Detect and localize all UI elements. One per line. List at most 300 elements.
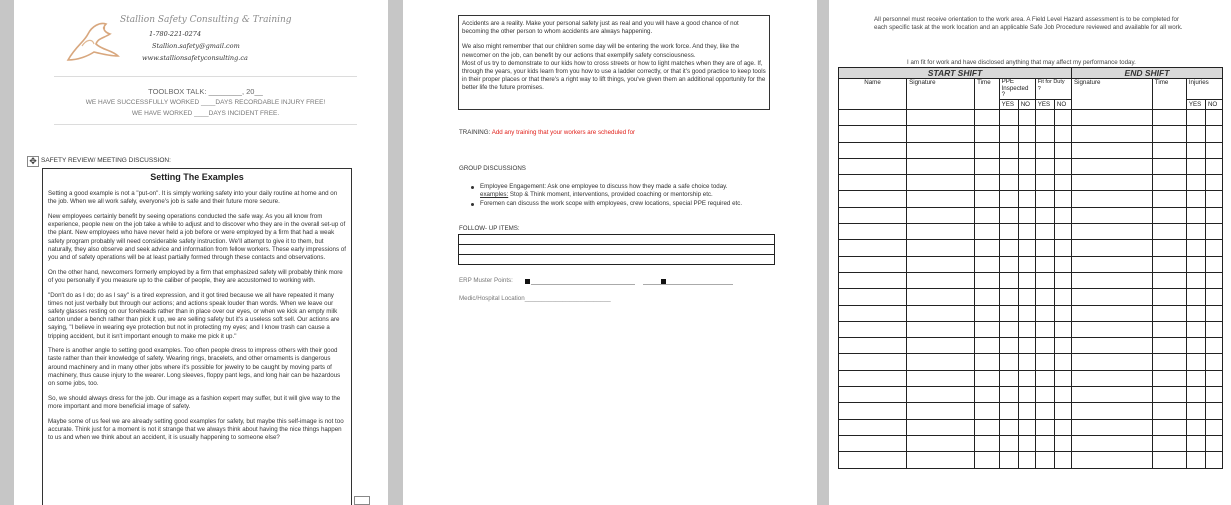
- table-row: [839, 321, 1223, 337]
- table-cell[interactable]: [1071, 224, 1152, 240]
- table-cell[interactable]: [907, 207, 975, 223]
- table-cell[interactable]: [1071, 175, 1152, 191]
- table-cell[interactable]: [1054, 142, 1071, 158]
- table-cell[interactable]: [1152, 321, 1186, 337]
- table-cell[interactable]: [1186, 142, 1205, 158]
- table-cell[interactable]: [1054, 387, 1071, 403]
- table-row: [839, 142, 1223, 158]
- table-cell[interactable]: [1186, 191, 1205, 207]
- table-cell[interactable]: [1054, 338, 1071, 354]
- table-cell[interactable]: [975, 289, 999, 305]
- box-paragraph-2: We also might remember that our children some day will be entering the work force. And they, like the newcomer on the job, can benefit by our actions that exemplify safety consciousness.: [462, 43, 740, 59]
- stallion-logo-icon: [58, 16, 124, 68]
- table-cell[interactable]: [839, 321, 907, 337]
- table-cell[interactable]: [999, 175, 1018, 191]
- table-cell[interactable]: [1054, 452, 1071, 468]
- table-cell[interactable]: [1152, 419, 1186, 435]
- table-cell[interactable]: [1205, 240, 1222, 256]
- table-cell[interactable]: [907, 158, 975, 174]
- table-cell[interactable]: [999, 435, 1018, 451]
- table-cell[interactable]: [1186, 224, 1205, 240]
- training-hint[interactable]: Add any training that your workers are scheduled for: [491, 129, 636, 136]
- table-cell[interactable]: [1018, 435, 1035, 451]
- table-cell[interactable]: [1035, 452, 1054, 468]
- table-cell[interactable]: [1152, 435, 1186, 451]
- table-cell[interactable]: [1205, 126, 1222, 142]
- table-cell[interactable]: [1018, 256, 1035, 272]
- table-cell[interactable]: [999, 126, 1018, 142]
- training-row: [459, 129, 635, 137]
- table-cell[interactable]: [975, 191, 999, 207]
- table-cell[interactable]: [1035, 158, 1054, 174]
- injuries-yes: YES: [1186, 99, 1205, 110]
- training-label: TRAINING:: [459, 129, 491, 136]
- company-phone: 1-780-221-0274: [149, 30, 202, 38]
- table-cell[interactable]: [975, 240, 999, 256]
- table-cell[interactable]: [1018, 158, 1035, 174]
- table-cell[interactable]: [1186, 452, 1205, 468]
- table-cell[interactable]: [1152, 403, 1186, 419]
- table-cell[interactable]: [975, 370, 999, 386]
- table-cell[interactable]: [1071, 403, 1152, 419]
- table-cell[interactable]: [999, 452, 1018, 468]
- table-cell[interactable]: [1152, 305, 1186, 321]
- table-cell[interactable]: [1035, 354, 1054, 370]
- table-cell[interactable]: [907, 354, 975, 370]
- shift-header-row: [839, 68, 1223, 79]
- table-cell[interactable]: [907, 191, 975, 207]
- table-cell[interactable]: [999, 305, 1018, 321]
- table-cell[interactable]: [1152, 142, 1186, 158]
- continuation-box: [458, 15, 770, 110]
- fit-yes: YES: [1035, 99, 1054, 110]
- table-cell[interactable]: [999, 419, 1018, 435]
- table-resize-handle[interactable]: [354, 496, 370, 505]
- table-cell[interactable]: [1205, 305, 1222, 321]
- table-cell[interactable]: [1186, 126, 1205, 142]
- table-cell[interactable]: [1152, 272, 1186, 288]
- table-cell[interactable]: [1018, 191, 1035, 207]
- col-ppe-inspected: PPE Inspected ?: [999, 79, 1035, 100]
- bullet-icon: [471, 186, 474, 189]
- table-cell[interactable]: [999, 403, 1018, 419]
- group-discussions-label: GROUP DISCUSSIONS: [459, 165, 526, 172]
- table-cell[interactable]: [907, 272, 975, 288]
- table-cell[interactable]: [1152, 256, 1186, 272]
- table-cell[interactable]: [1054, 289, 1071, 305]
- table-cell[interactable]: [1035, 207, 1054, 223]
- table-cell[interactable]: [907, 110, 975, 126]
- table-cell[interactable]: [975, 272, 999, 288]
- table-cell[interactable]: [1186, 354, 1205, 370]
- table-cell[interactable]: [1152, 158, 1186, 174]
- table-cell[interactable]: [1071, 305, 1152, 321]
- table-cell[interactable]: [1152, 354, 1186, 370]
- table-cell[interactable]: [975, 305, 999, 321]
- table-cell[interactable]: [1035, 289, 1054, 305]
- table-cell[interactable]: [1018, 387, 1035, 403]
- table-cell[interactable]: [1035, 191, 1054, 207]
- table-cell[interactable]: [1186, 240, 1205, 256]
- table-cell[interactable]: [999, 338, 1018, 354]
- table-cell[interactable]: [907, 435, 975, 451]
- erp-field-1[interactable]: [531, 284, 635, 285]
- table-cell[interactable]: [1018, 175, 1035, 191]
- table-row: [839, 110, 1223, 126]
- table-cell[interactable]: [839, 370, 907, 386]
- start-shift-header: START SHIFT: [839, 68, 1072, 79]
- table-cell[interactable]: [1152, 240, 1186, 256]
- company-name: Stallion Safety Consulting & Training: [120, 15, 292, 25]
- table-cell[interactable]: [1205, 158, 1222, 174]
- table-cell[interactable]: [1205, 370, 1222, 386]
- table-cell[interactable]: [1071, 240, 1152, 256]
- table-cell[interactable]: [1071, 207, 1152, 223]
- table-cell[interactable]: [839, 272, 907, 288]
- table-cell[interactable]: [975, 387, 999, 403]
- table-cell[interactable]: [1186, 387, 1205, 403]
- table-cell[interactable]: [1035, 175, 1054, 191]
- table-cell[interactable]: [1205, 191, 1222, 207]
- table-cell[interactable]: [1035, 370, 1054, 386]
- table-cell[interactable]: [907, 224, 975, 240]
- list-item: [471, 183, 781, 199]
- table-cell[interactable]: [839, 158, 907, 174]
- table-cell[interactable]: [1035, 387, 1054, 403]
- table-cell[interactable]: [1186, 158, 1205, 174]
- table-cell[interactable]: [1071, 452, 1152, 468]
- table-cell[interactable]: [1071, 126, 1152, 142]
- document-page-1: [14, 0, 388, 505]
- table-cell[interactable]: [1018, 403, 1035, 419]
- table-cell[interactable]: [1071, 338, 1152, 354]
- table-cell[interactable]: [1035, 110, 1054, 126]
- safety-review-label: SAFETY REVIEW/ MEETING DISCUSSION:: [41, 157, 171, 164]
- table-cell[interactable]: [907, 370, 975, 386]
- table-row: [839, 403, 1223, 419]
- table-cell[interactable]: [999, 158, 1018, 174]
- table-cell[interactable]: [1205, 256, 1222, 272]
- table-cell[interactable]: [1186, 289, 1205, 305]
- table-cell[interactable]: [1186, 370, 1205, 386]
- table-cell[interactable]: [1071, 158, 1152, 174]
- article-paragraph-5: There is another angle to setting good examples. Too often people dress to impress others with their good taste rather than their knowledge of safety. Wearing rings, bracelets, and other ornaments is dangerous around machinery and in many other jobs where it's possible for jewelry to be caught by moving parts of machinery, thus cause injury to the wearer. Long sleeves, floppy pant legs, and long hair can be hazardous on some jobs, too.: [48, 347, 341, 388]
- table-cell[interactable]: [1071, 110, 1152, 126]
- table-cell[interactable]: [1152, 370, 1186, 386]
- table-cell[interactable]: [1018, 370, 1035, 386]
- table-move-handle-icon[interactable]: ✥: [27, 156, 39, 167]
- table-cell[interactable]: [1018, 126, 1035, 142]
- table-cell[interactable]: [975, 452, 999, 468]
- table-cell[interactable]: [839, 175, 907, 191]
- table-cell[interactable]: [975, 321, 999, 337]
- table-cell[interactable]: [1071, 419, 1152, 435]
- table-cell[interactable]: [1035, 403, 1054, 419]
- table-cell[interactable]: [999, 191, 1018, 207]
- group-discussion-list: [471, 183, 781, 209]
- table-cell[interactable]: [1071, 321, 1152, 337]
- follow-up-line-1: [459, 244, 774, 245]
- col-signature: Signature: [907, 79, 975, 110]
- table-cell[interactable]: [1054, 207, 1071, 223]
- table-cell[interactable]: [975, 224, 999, 240]
- table-cell[interactable]: [907, 126, 975, 142]
- table-cell[interactable]: [839, 387, 907, 403]
- table-cell[interactable]: [1186, 419, 1205, 435]
- table-cell[interactable]: [1054, 224, 1071, 240]
- table-cell[interactable]: [1071, 256, 1152, 272]
- col-name: Name: [839, 79, 907, 110]
- table-cell[interactable]: [1152, 452, 1186, 468]
- table-cell[interactable]: [1152, 191, 1186, 207]
- col-time: Time: [975, 79, 999, 110]
- col-injuries: Injuries: [1186, 79, 1222, 100]
- bullet-examples-text: Stop & Think moment, interventions, provided coaching or mentorship etc.: [508, 191, 713, 199]
- table-cell[interactable]: [1018, 321, 1035, 337]
- table-cell[interactable]: [839, 224, 907, 240]
- table-cell[interactable]: [1054, 126, 1071, 142]
- table-cell[interactable]: [1186, 256, 1205, 272]
- signin-table: [838, 67, 1223, 469]
- table-cell[interactable]: [1186, 338, 1205, 354]
- table-cell[interactable]: [975, 338, 999, 354]
- table-cell[interactable]: [1186, 403, 1205, 419]
- table-cell[interactable]: [1054, 354, 1071, 370]
- table-cell[interactable]: [1054, 158, 1071, 174]
- table-cell[interactable]: [1035, 321, 1054, 337]
- table-cell[interactable]: [1205, 435, 1222, 451]
- table-cell[interactable]: [839, 452, 907, 468]
- bullet-examples-label: examples:: [480, 191, 509, 199]
- table-cell[interactable]: [839, 142, 907, 158]
- table-cell[interactable]: [1205, 110, 1222, 126]
- table-cell[interactable]: [975, 126, 999, 142]
- table-cell[interactable]: [999, 354, 1018, 370]
- table-cell[interactable]: [1205, 321, 1222, 337]
- table-cell[interactable]: [999, 207, 1018, 223]
- table-cell[interactable]: [839, 126, 907, 142]
- table-cell[interactable]: [999, 321, 1018, 337]
- table-cell[interactable]: [1152, 289, 1186, 305]
- table-cell[interactable]: [975, 256, 999, 272]
- table-cell[interactable]: [1018, 452, 1035, 468]
- table-cell[interactable]: [1205, 387, 1222, 403]
- table-cell[interactable]: [1152, 175, 1186, 191]
- table-cell[interactable]: [1205, 354, 1222, 370]
- table-cell[interactable]: [1018, 419, 1035, 435]
- table-row: [839, 191, 1223, 207]
- table-cell[interactable]: [839, 191, 907, 207]
- table-cell[interactable]: [1018, 305, 1035, 321]
- table-cell[interactable]: [1205, 207, 1222, 223]
- table-cell[interactable]: [1205, 452, 1222, 468]
- table-cell[interactable]: [1071, 435, 1152, 451]
- table-cell[interactable]: [1054, 256, 1071, 272]
- table-cell[interactable]: [1054, 272, 1071, 288]
- table-cell[interactable]: [839, 435, 907, 451]
- table-row: [839, 370, 1223, 386]
- table-cell[interactable]: [1205, 338, 1222, 354]
- erp-field-marker-1: [525, 279, 530, 284]
- medic-location-label[interactable]: Medic/Hospital Location_________________________: [459, 295, 611, 302]
- table-cell[interactable]: [1071, 289, 1152, 305]
- table-cell[interactable]: [907, 142, 975, 158]
- table-cell[interactable]: [999, 272, 1018, 288]
- table-cell[interactable]: [1071, 272, 1152, 288]
- table-cell[interactable]: [1035, 224, 1054, 240]
- table-cell[interactable]: [1152, 338, 1186, 354]
- table-cell[interactable]: [1035, 435, 1054, 451]
- table-cell[interactable]: [1018, 354, 1035, 370]
- table-cell[interactable]: [1035, 272, 1054, 288]
- table-cell[interactable]: [1054, 305, 1071, 321]
- table-cell[interactable]: [999, 370, 1018, 386]
- table-cell[interactable]: [1054, 240, 1071, 256]
- table-cell[interactable]: [1035, 142, 1054, 158]
- table-cell[interactable]: [839, 207, 907, 223]
- table-cell[interactable]: [975, 110, 999, 126]
- ppe-no: NO: [1018, 99, 1035, 110]
- table-cell[interactable]: [1035, 305, 1054, 321]
- table-cell[interactable]: [1054, 403, 1071, 419]
- table-cell[interactable]: [1035, 419, 1054, 435]
- table-cell[interactable]: [1054, 435, 1071, 451]
- table-cell[interactable]: [999, 110, 1018, 126]
- table-cell[interactable]: [999, 256, 1018, 272]
- follow-up-box[interactable]: [458, 234, 775, 265]
- table-cell[interactable]: [1186, 175, 1205, 191]
- table-cell[interactable]: [1186, 305, 1205, 321]
- table-cell[interactable]: [999, 289, 1018, 305]
- table-cell[interactable]: [839, 289, 907, 305]
- table-cell[interactable]: [839, 419, 907, 435]
- table-cell[interactable]: [1071, 191, 1152, 207]
- table-cell[interactable]: [975, 175, 999, 191]
- table-cell[interactable]: [907, 419, 975, 435]
- table-cell[interactable]: [975, 435, 999, 451]
- article-paragraph-2: New employees certainly benefit by seeing operations conducted the safe way. As you all know from experience, people new on the job take a while to adjust and to discover who they are in the overall set-up of the plant. New employees who have never held a job before or were employed by a firm that had a weak safety program probably will need considerable safety instruction. We'll attempt to give it to them, but naturally, they also observe and seek advice and information from fellow workers. These early impressions of you and of safety operations will be at least partially formed through these contacts and observations.: [48, 212, 346, 261]
- table-cell[interactable]: [1035, 126, 1054, 142]
- table-cell[interactable]: [975, 403, 999, 419]
- article-paragraph-3: On the other hand, newcomers formerly employed by a firm that emphasized safety will probably think more of you personally if you measure up to the caliber of people, they are accustomed to working with.: [48, 268, 343, 284]
- table-cell[interactable]: [839, 240, 907, 256]
- table-cell[interactable]: [1018, 224, 1035, 240]
- list-item: [471, 200, 781, 208]
- table-cell[interactable]: [1205, 272, 1222, 288]
- table-cell[interactable]: [975, 354, 999, 370]
- table-cell[interactable]: [1186, 321, 1205, 337]
- table-cell[interactable]: [907, 305, 975, 321]
- table-cell[interactable]: [1205, 289, 1222, 305]
- table-cell[interactable]: [1152, 387, 1186, 403]
- table-cell[interactable]: [999, 240, 1018, 256]
- table-cell[interactable]: [1054, 370, 1071, 386]
- table-cell[interactable]: [1018, 272, 1035, 288]
- table-cell[interactable]: [839, 338, 907, 354]
- table-cell[interactable]: [1054, 321, 1071, 337]
- table-cell[interactable]: [1205, 403, 1222, 419]
- table-cell[interactable]: [1018, 240, 1035, 256]
- table-cell[interactable]: [1018, 338, 1035, 354]
- table-cell[interactable]: [1018, 110, 1035, 126]
- table-cell[interactable]: [975, 142, 999, 158]
- table-cell[interactable]: [1152, 126, 1186, 142]
- table-cell[interactable]: [907, 321, 975, 337]
- table-cell[interactable]: [907, 256, 975, 272]
- erp-field-2[interactable]: [643, 284, 733, 285]
- table-cell[interactable]: [1186, 110, 1205, 126]
- table-row: [839, 158, 1223, 174]
- table-cell[interactable]: [1152, 110, 1186, 126]
- table-cell[interactable]: [839, 354, 907, 370]
- table-cell[interactable]: [975, 207, 999, 223]
- table-cell[interactable]: [999, 387, 1018, 403]
- table-cell[interactable]: [907, 175, 975, 191]
- table-cell[interactable]: [1071, 142, 1152, 158]
- table-cell[interactable]: [1018, 142, 1035, 158]
- table-cell[interactable]: [907, 338, 975, 354]
- table-cell[interactable]: [1018, 289, 1035, 305]
- table-cell[interactable]: [907, 289, 975, 305]
- table-cell[interactable]: [839, 110, 907, 126]
- table-cell[interactable]: [1152, 207, 1186, 223]
- col-signature-end: Signature: [1071, 79, 1152, 110]
- table-cell[interactable]: [1071, 370, 1152, 386]
- table-cell[interactable]: [975, 419, 999, 435]
- table-cell[interactable]: [1035, 256, 1054, 272]
- box-paragraph-1: Accidents are a reality. Make your personal safety just as real and you will have a good chance of not becoming the other person to whom accidents are always happening.: [462, 20, 739, 36]
- bullet-icon: [471, 203, 474, 206]
- table-cell[interactable]: [1035, 240, 1054, 256]
- table-cell[interactable]: [1035, 338, 1054, 354]
- table-cell[interactable]: [907, 403, 975, 419]
- table-cell[interactable]: [1054, 419, 1071, 435]
- table-cell[interactable]: [1054, 191, 1071, 207]
- table-cell[interactable]: [907, 387, 975, 403]
- table-row: [839, 126, 1223, 142]
- incident-free-days: WE HAVE WORKED ____DAYS INCIDENT FREE.: [131, 110, 280, 117]
- table-cell[interactable]: [1054, 175, 1071, 191]
- table-cell[interactable]: [1205, 142, 1222, 158]
- table-cell[interactable]: [907, 240, 975, 256]
- table-cell[interactable]: [1152, 224, 1186, 240]
- table-cell[interactable]: [1205, 224, 1222, 240]
- table-row: [839, 305, 1223, 321]
- header-divider: [54, 76, 357, 77]
- table-cell[interactable]: [1071, 354, 1152, 370]
- table-cell[interactable]: [999, 224, 1018, 240]
- table-cell[interactable]: [999, 142, 1018, 158]
- table-cell[interactable]: [1071, 387, 1152, 403]
- table-cell[interactable]: [839, 256, 907, 272]
- table-row: [839, 289, 1223, 305]
- table-cell[interactable]: [975, 158, 999, 174]
- table-cell[interactable]: [1186, 272, 1205, 288]
- table-row: [839, 256, 1223, 272]
- table-row: [839, 207, 1223, 223]
- table-cell[interactable]: [1205, 419, 1222, 435]
- table-cell[interactable]: [839, 305, 907, 321]
- table-cell[interactable]: [1054, 110, 1071, 126]
- table-cell[interactable]: [1205, 175, 1222, 191]
- table-cell[interactable]: [1018, 207, 1035, 223]
- table-cell[interactable]: [1186, 207, 1205, 223]
- table-cell[interactable]: [839, 403, 907, 419]
- table-cell[interactable]: [1186, 435, 1205, 451]
- table-row: [839, 419, 1223, 435]
- table-cell[interactable]: [907, 452, 975, 468]
- article-box: [42, 168, 352, 505]
